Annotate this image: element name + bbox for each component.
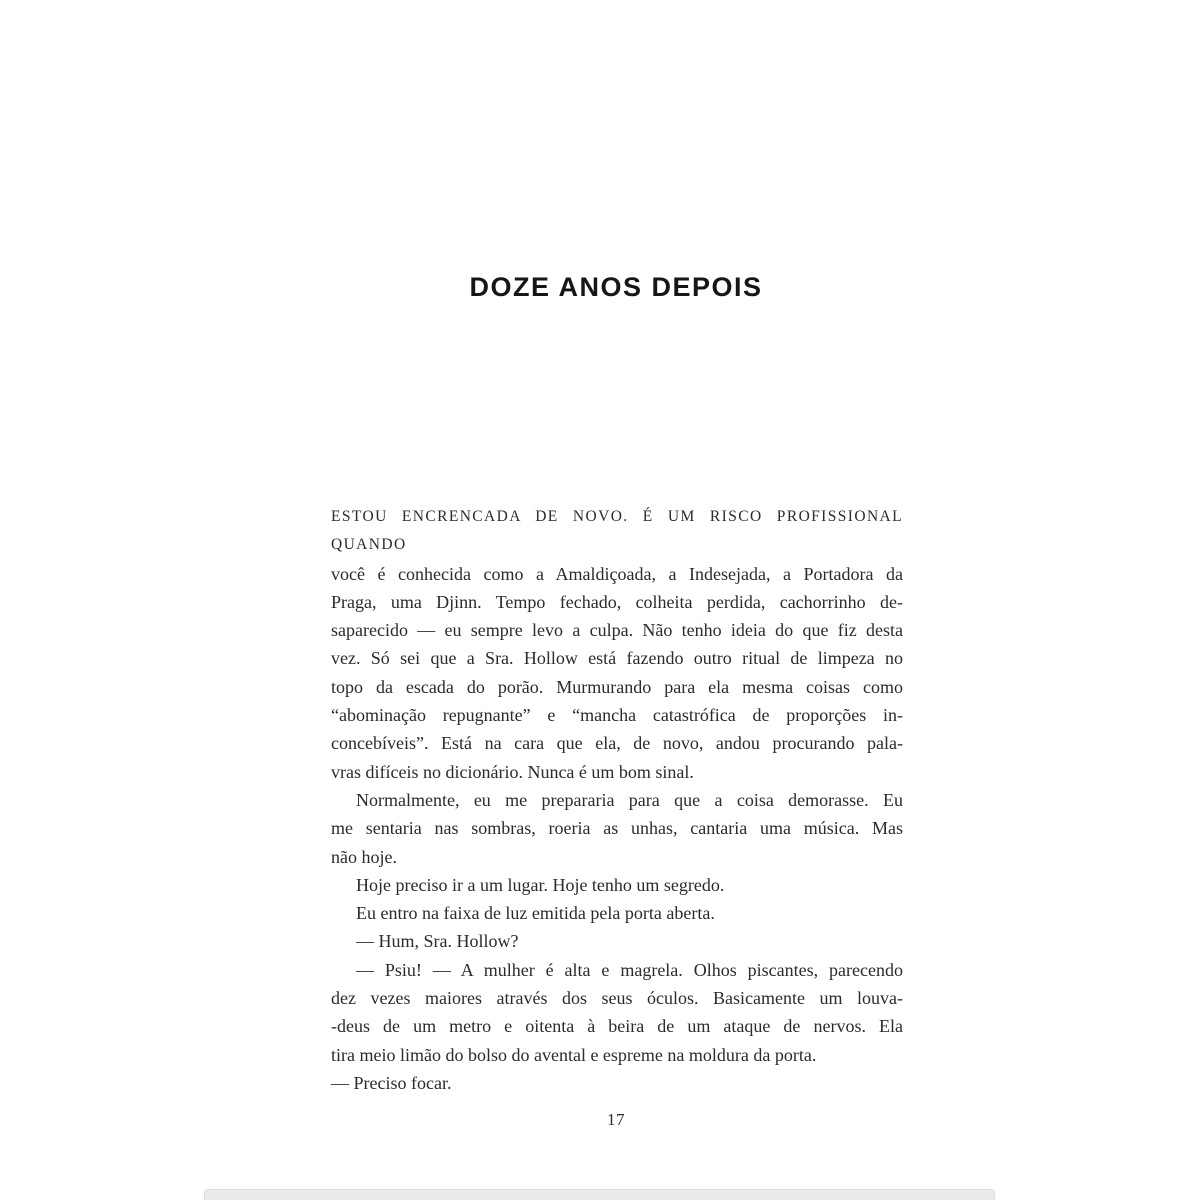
text-line: não hoje. — [331, 846, 397, 867]
bottom-card-edge — [204, 1189, 995, 1200]
text-line: vez. Só sei que a Sra. Hollow está fazendo outro ritual de limpeza no — [331, 648, 903, 669]
text-line: concebíveis”. Está na cara que ela, de novo, andou procurando pala- — [331, 733, 903, 754]
text-line: -deus de um metro e oitenta à beira de um ataque de nervos. Ela — [331, 1016, 903, 1037]
text-line: tira meio limão do bolso do avental e espreme na moldura da porta. — [331, 1044, 817, 1065]
chapter-title: DOZE ANOS DEPOIS — [469, 272, 763, 302]
text-line: você é conhecida como a Amaldiçoada, a Indesejada, a Portadora da — [331, 563, 903, 584]
text-line: — Preciso focar. — [331, 1072, 452, 1093]
text-line: — Psiu! — A mulher é alta e magrela. Olhos piscantes, parecendo — [356, 959, 903, 980]
text-line: saparecido — eu sempre levo a culpa. Não tenho ideia do que fiz desta — [331, 620, 903, 641]
text-line: Hoje preciso ir a um lugar. Hoje tenho um segredo. — [356, 874, 725, 895]
text-line: ESTOU ENCRENCADA DE NOVO. É UM RISCO PROFISSIONAL QUANDO — [331, 508, 903, 554]
text-line: me sentaria nas sombras, roeria as unhas, cantaria uma música. Mas — [331, 818, 903, 839]
text-line: — Hum, Sra. Hollow? — [356, 931, 519, 952]
body-text — [331, 503, 903, 1097]
page-number: 17 — [607, 1110, 625, 1129]
text-line: Normalmente, eu me prepararia para que a coisa demorasse. Eu — [356, 789, 903, 810]
text-line: “abominação repugnante” e “mancha catastrófica de proporções in- — [331, 705, 903, 726]
text-line: Eu entro na faixa de luz emitida pela porta aberta. — [356, 903, 715, 924]
text-line: Praga, uma Djinn. Tempo fechado, colheita perdida, cachorrinho de- — [331, 591, 903, 612]
text-line: dez vezes maiores através dos seus óculos. Basicamente um louva- — [331, 988, 903, 1009]
text-line: topo da escada do porão. Murmurando para ela mesma coisas como — [331, 676, 903, 697]
text-line: vras difíceis no dicionário. Nunca é um bom sinal. — [331, 761, 694, 782]
